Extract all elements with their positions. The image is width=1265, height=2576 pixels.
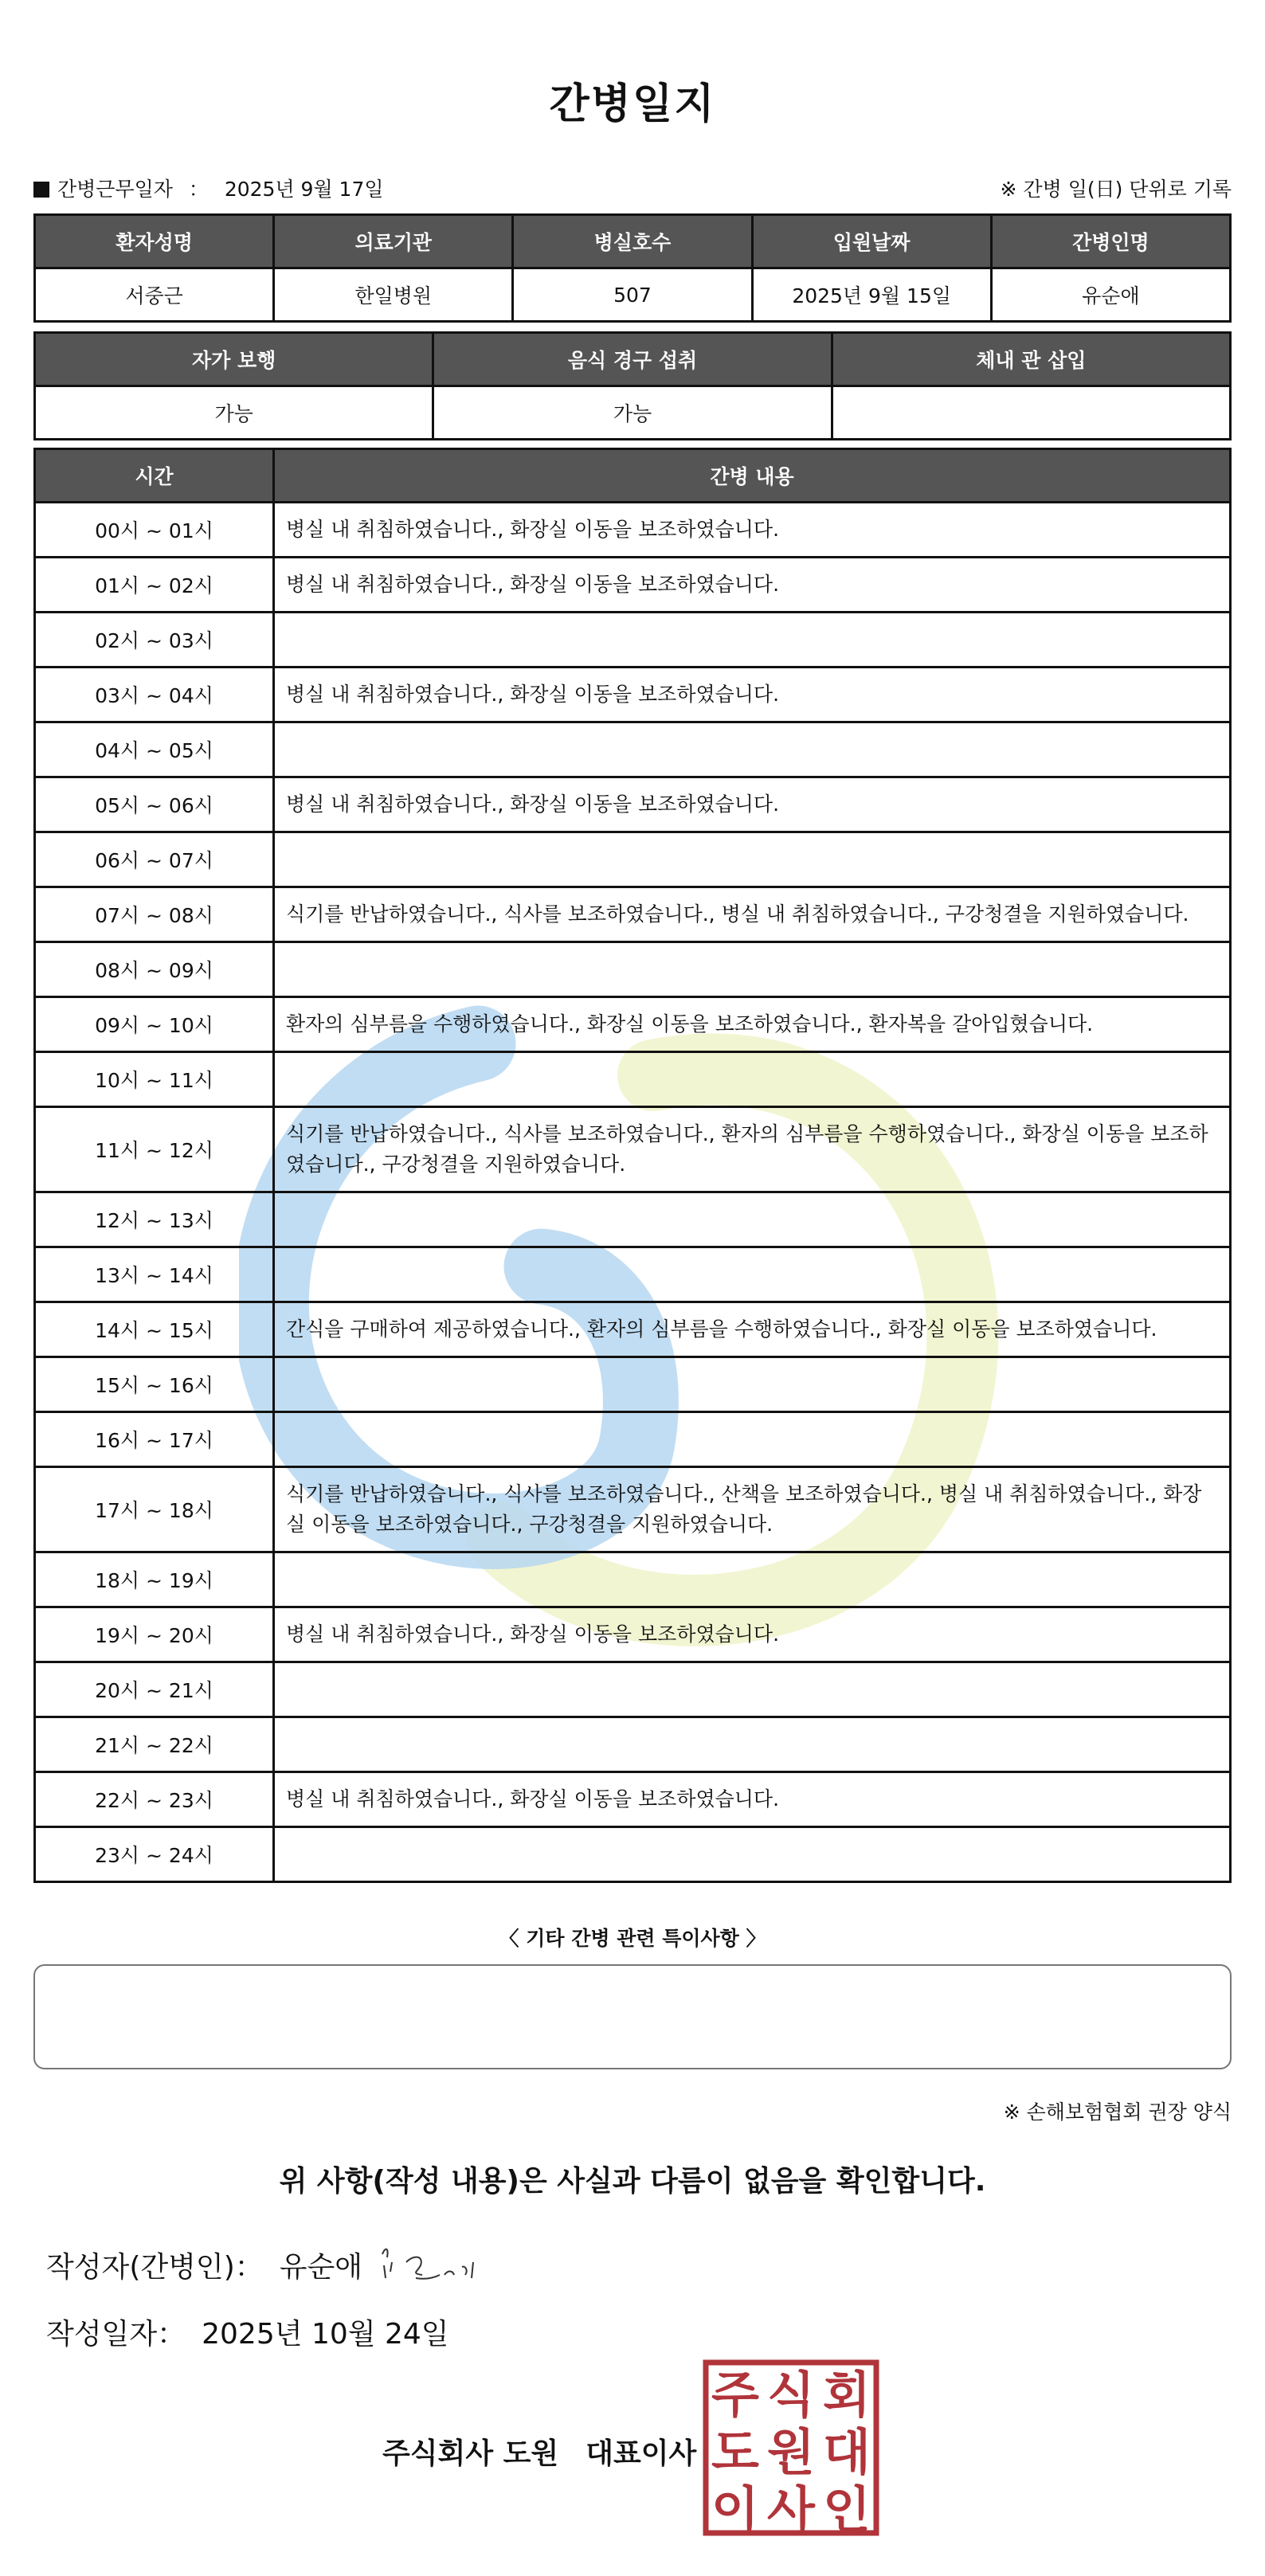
table-row [35,1107,1231,1192]
square-bullet-icon [33,182,49,198]
table-row [35,1717,1231,1772]
patient-name: 서중근 [35,268,274,322]
table-row [35,722,1231,777]
time-slot: 19시 ~ 20시 [35,1607,274,1662]
time-slot: 18시 ~ 19시 [35,1552,274,1607]
time-slot: 09시 ~ 10시 [35,997,274,1052]
caregiver-name: 유순애 [991,268,1230,322]
patient-status-table [33,331,1232,440]
written-date-line [46,2312,449,2352]
table-row [35,503,1231,558]
table-row [35,1052,1231,1107]
care-content [274,613,1231,667]
company-seal-stamp [701,2358,881,2538]
table-row [35,1192,1231,1247]
oral-intake-value: 가능 [433,386,832,440]
written-date-label: 작성일자： [46,2318,186,2351]
time-slot: 13시 ~ 14시 [35,1247,274,1302]
time-slot: 06시 ~ 07시 [35,832,274,887]
writer-line [46,2245,362,2285]
table-row [35,1827,1231,1882]
time-slot: 21시 ~ 22시 [35,1717,274,1772]
time-slot: 17시 ~ 18시 [35,1467,274,1552]
care-log-header-row [35,449,1231,503]
table-row [35,942,1231,997]
header-oral-intake: 음식 경구 섭취 [433,333,832,386]
header-care-content: 간병 내용 [274,449,1231,503]
work-date-label: 간병근무일자 [57,178,173,201]
table-row [35,1607,1231,1662]
writer-name: 유순애 [279,2251,363,2284]
svg-text:회: 회 [823,2366,871,2424]
care-content: 병실 내 취침하였습니다., 화장실 이동을 보조하였습니다. [274,503,1231,558]
time-slot: 20시 ~ 21시 [35,1662,274,1717]
care-content [274,832,1231,887]
time-slot: 22시 ~ 23시 [35,1772,274,1827]
care-content [274,1412,1231,1467]
care-content [274,1662,1231,1717]
table-row [35,1467,1231,1552]
care-content [274,1247,1231,1302]
table-row [35,832,1231,887]
admission-date: 2025년 9월 15일 [752,268,991,322]
care-content: 식기를 반납하였습니다., 식사를 보조하였습니다., 병실 내 취침하였습니다., 구강청결을 지원하였습니다. [274,887,1231,942]
care-content: 식기를 반납하였습니다., 식사를 보조하였습니다., 환자의 심부름을 수행하였습니다., 화장실 이동을 보조하였습니다., 구강청결을 지원하였습니다. [274,1107,1231,1192]
header-time: 시간 [35,449,274,503]
table-row [35,1247,1231,1302]
time-slot: 16시 ~ 17시 [35,1412,274,1467]
document-title: 간병일지 [549,80,716,128]
form-source-note: ※ 손해보험협회 권장 양식 [1003,2100,1232,2124]
care-log-table [33,448,1232,1883]
table-row [35,558,1231,613]
table-row [35,1412,1231,1467]
header-hospital: 의료기관 [274,215,513,268]
work-date-separator: ： [188,178,209,201]
time-slot: 15시 ~ 16시 [35,1357,274,1412]
care-content: 병실 내 취침하였습니다., 화장실 이동을 보조하였습니다. [274,1607,1231,1662]
notes-box [33,1964,1232,2069]
time-slot: 05시 ~ 06시 [35,777,274,832]
time-slot: 12시 ~ 13시 [35,1192,274,1247]
notes-title: 〈 기타 간병 관련 특이사항 〉 [499,1927,766,1950]
care-content [274,1192,1231,1247]
care-content: 병실 내 취침하였습니다., 화장실 이동을 보조하였습니다. [274,1772,1231,1827]
care-content: 환자의 심부름을 수행하였습니다., 화장실 이동을 보조하였습니다., 환자복을 갈아입혔습니다. [274,997,1231,1052]
company-name: 주식회사 도원 [382,2437,559,2470]
header-self-walking: 자가 보행 [35,333,433,386]
header-tube-insertion: 체내 관 삽입 [832,333,1230,386]
time-slot: 23시 ~ 24시 [35,1827,274,1882]
written-date-value: 2025년 10월 24일 [202,2318,449,2351]
company-role: 대표이사 [586,2437,697,2470]
care-content [274,942,1231,997]
table-row [35,777,1231,832]
unit-note: ※ 간병 일(日) 단위로 기록 [1000,178,1232,201]
handwritten-signature [374,2230,502,2294]
table-row [35,1662,1231,1717]
care-content [274,722,1231,777]
header-caregiver-name: 간병인명 [991,215,1230,268]
work-date-value: 2025년 9월 17일 [224,178,384,201]
table-row [35,1772,1231,1827]
patient-info-table [33,213,1232,323]
time-slot: 10시 ~ 11시 [35,1052,274,1107]
svg-text:대: 대 [823,2423,871,2481]
table-row [35,667,1231,722]
time-slot: 03시 ~ 04시 [35,667,274,722]
care-content [274,1052,1231,1107]
table-row [35,1357,1231,1412]
header-room-number: 병실호수 [513,215,752,268]
work-date [33,174,384,202]
time-slot: 14시 ~ 15시 [35,1302,274,1357]
time-slot: 08시 ~ 09시 [35,942,274,997]
patient-info-header-row [35,215,1231,268]
table-row [35,1302,1231,1357]
time-slot: 01시 ~ 02시 [35,558,274,613]
patient-info-value-row [35,268,1231,322]
patient-status-value-row [35,386,1231,440]
room-number: 507 [513,268,752,322]
tube-insertion-value [832,386,1230,440]
care-content [274,1552,1231,1607]
care-content [274,1357,1231,1412]
hospital-name: 한일병원 [274,268,513,322]
header-admission-date: 입원날짜 [752,215,991,268]
table-row [35,613,1231,667]
care-content: 병실 내 취침하였습니다., 화장실 이동을 보조하였습니다. [274,667,1231,722]
care-content: 병실 내 취침하였습니다., 화장실 이동을 보조하였습니다. [274,558,1231,613]
svg-text:사: 사 [767,2480,815,2538]
table-row [35,1552,1231,1607]
self-walking-value: 가능 [35,386,433,440]
time-slot: 02시 ~ 03시 [35,613,274,667]
time-slot: 00시 ~ 01시 [35,503,274,558]
patient-status-header-row [35,333,1231,386]
confirmation-statement: 위 사항(작성 내용)은 사실과 다름이 없음을 확인합니다. [279,2165,986,2198]
time-slot: 07시 ~ 08시 [35,887,274,942]
table-row [35,887,1231,942]
writer-label: 작성자(간병인)： [46,2251,264,2284]
svg-text:식: 식 [767,2366,815,2424]
svg-text:주: 주 [711,2366,759,2424]
time-slot: 11시 ~ 12시 [35,1107,274,1192]
time-slot: 04시 ~ 05시 [35,722,274,777]
header-patient-name: 환자성명 [35,215,274,268]
care-content [274,1827,1231,1882]
svg-text:이: 이 [711,2480,759,2538]
svg-text:인: 인 [823,2480,871,2538]
care-content: 병실 내 취침하였습니다., 화장실 이동을 보조하였습니다. [274,777,1231,832]
care-content: 식기를 반납하였습니다., 식사를 보조하였습니다., 산책을 보조하였습니다., 병실 내 취침하였습니다., 화장실 이동을 보조하였습니다., 구강청결을 지원하였습니다. [274,1467,1231,1552]
svg-text:원: 원 [767,2423,815,2481]
table-row [35,997,1231,1052]
care-content [274,1717,1231,1772]
svg-text:도: 도 [711,2423,759,2481]
company-signature-line [382,2431,696,2472]
care-content: 간식을 구매하여 제공하였습니다., 환자의 심부름을 수행하였습니다., 화장실 이동을 보조하였습니다. [274,1302,1231,1357]
